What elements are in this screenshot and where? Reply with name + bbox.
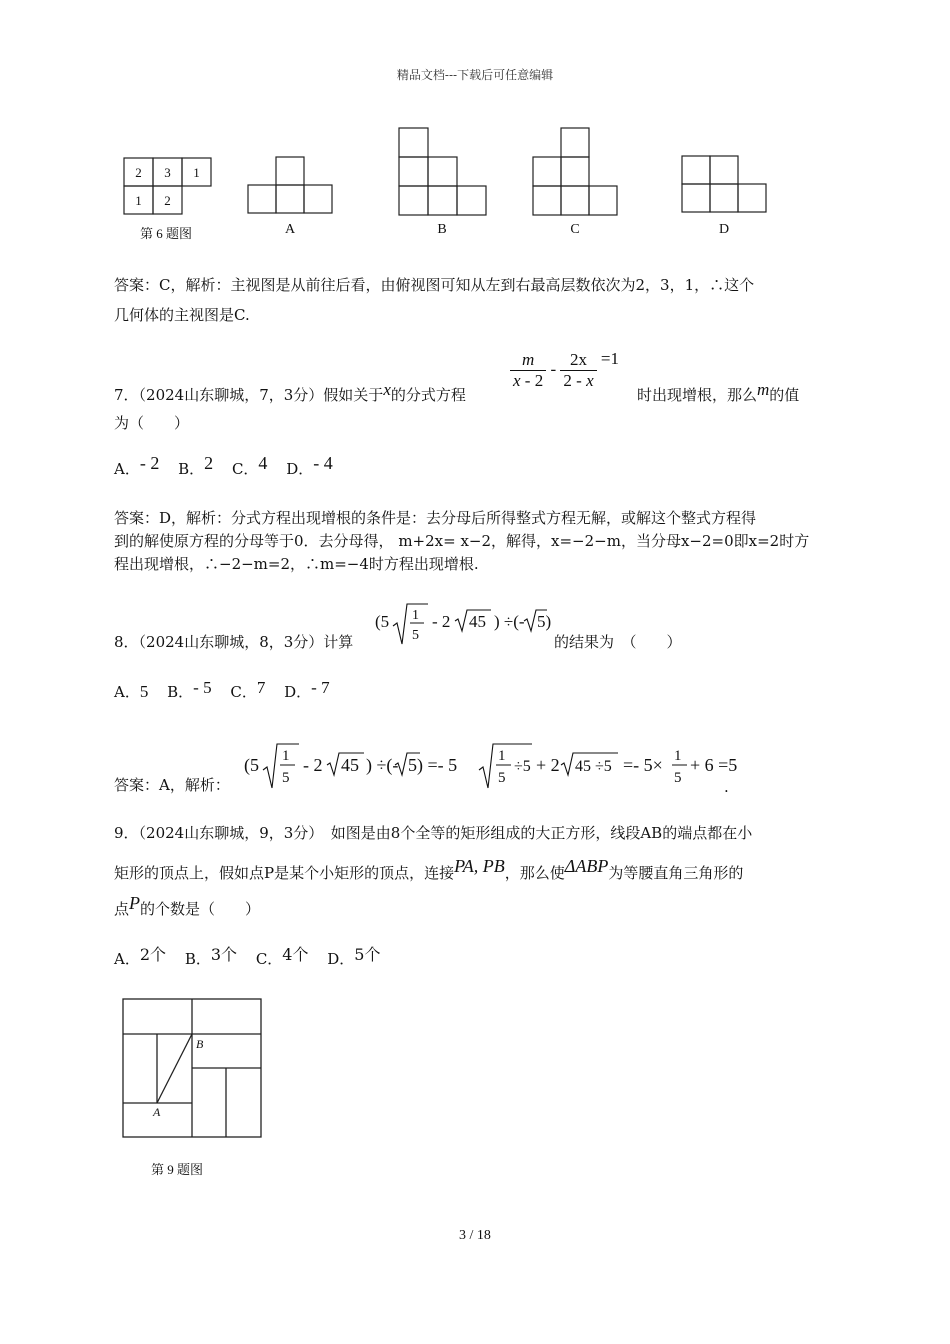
option-c-block xyxy=(561,157,589,186)
q7-equation: $\frac{m}{x - 2}$ - $\frac{2x}{2 - x}$ =1 xyxy=(510,350,619,391)
svg-text:45: 45 xyxy=(469,612,486,631)
point-a-label: A xyxy=(153,1105,161,1119)
svg-text:5: 5 xyxy=(498,770,506,786)
grid-number: 3 xyxy=(164,165,171,180)
svg-text:5): 5) xyxy=(537,612,552,631)
point-b-label: B xyxy=(196,1037,204,1051)
var-m: m xyxy=(757,380,770,399)
figure-6-caption: 第 6 题图 xyxy=(139,226,193,241)
option-b-block xyxy=(428,157,457,186)
q6-answer-line-2: 几何体的主视图是C. xyxy=(114,306,250,324)
option-c-block xyxy=(561,186,589,215)
var-x: x xyxy=(383,380,391,399)
q7-stem-end: 时出现增根，那么m的值 xyxy=(637,380,800,404)
option-d-block xyxy=(682,156,710,184)
q8-answer-prefix: 答案：A，解析： xyxy=(114,776,230,794)
svg-text:) ÷(-: ) ÷(- xyxy=(494,612,525,631)
grid-number: 2 xyxy=(135,165,142,180)
page-number: 3 / 18 xyxy=(459,1228,491,1243)
option-c-block xyxy=(589,186,617,215)
svg-text:(5√(1/5) - 2√45) ÷(- √5) =- 5√: (5√(1/5) - 2√45) ÷(- √5) =- 5√(1/5 ÷5) + 2√(45 ÷5) =- 5×1/5 + 6 =5 xyxy=(242,738,270,739)
svg-text:- 2: - 2 xyxy=(432,612,451,631)
q7-answer-line-2: 到的解使原方程的分母等于0．去分母得， m+2x= x−2，解得，x=−2−m，当分母x−2=0即x=2时方 xyxy=(114,532,810,550)
svg-text:1: 1 xyxy=(498,748,506,764)
svg-text:45 ÷5: 45 ÷5 xyxy=(575,758,612,775)
svg-text:+ 2: + 2 xyxy=(536,755,560,775)
figure-9-caption: 第 9 题图 xyxy=(151,1162,204,1177)
q7-stem-line-2: 为（ ） xyxy=(114,414,190,432)
figure-9 xyxy=(118,994,268,1184)
svg-text:+ 6 =5: + 6 =5 xyxy=(690,755,738,775)
q8-answer-expression-end xyxy=(690,752,750,792)
q9-stem-line-3: 点P的个数是（ ） xyxy=(114,893,261,918)
option-d-block xyxy=(710,184,738,212)
q7-options: A．- 2 B．2 C．4 D．- 4 xyxy=(114,453,333,478)
svg-text:- 2: - 2 xyxy=(303,755,323,775)
q8-stem-end: 的结果为 （ ） xyxy=(554,633,682,651)
svg-text:1: 1 xyxy=(674,748,682,764)
svg-text:1: 1 xyxy=(282,748,290,764)
q9-stem-line-1: 9．（2024山东聊城，9，3分） 如图是由8个全等的矩形组成的大正方形，线段AB的端点都在小 xyxy=(114,824,753,842)
grid-number: 1 xyxy=(193,165,200,180)
grid-number: 2 xyxy=(164,193,171,208)
q7-answer-line-3: 程出现增根，∴−2−m=2，∴m=−4时方程出现增根. xyxy=(114,555,479,573)
option-label-c: C xyxy=(570,222,580,237)
option-d-block xyxy=(682,184,710,212)
option-d-block xyxy=(710,156,738,184)
option-c-block xyxy=(561,128,589,157)
svg-text:5: 5 xyxy=(412,628,419,643)
option-a-block xyxy=(248,185,276,213)
option-c-block xyxy=(533,157,561,186)
q8-expression xyxy=(373,600,553,650)
q7-stem: 7．（2024山东聊城，7，3分）假如关于x的分式方程 xyxy=(114,380,466,404)
svg-text:5) =- 5: 5) =- 5 xyxy=(408,755,458,775)
svg-text:45: 45 xyxy=(341,755,359,775)
option-a-block xyxy=(276,157,304,185)
q8-options: A．5 B．- 5 C．7 D．- 7 xyxy=(114,678,330,701)
option-b-block xyxy=(399,186,428,215)
option-c-block xyxy=(533,186,561,215)
option-b-block xyxy=(457,186,486,215)
svg-text:(5: (5 xyxy=(375,612,390,631)
option-b-block xyxy=(428,186,457,215)
figure-6 xyxy=(118,120,778,250)
page-header: 精品文档---下载后可任意编辑 xyxy=(396,68,554,82)
option-a-block xyxy=(304,185,332,213)
svg-text:(5: (5 xyxy=(244,755,259,775)
svg-text:(5√(1/5) - 2√45) ÷(- √5): (5√(1/5) - 2√45) ÷(- √5) xyxy=(373,600,383,601)
option-b-block xyxy=(399,128,428,157)
svg-text:5: 5 xyxy=(282,770,290,786)
option-label-d: D xyxy=(718,222,730,237)
option-a-block xyxy=(276,185,304,213)
option-d-block xyxy=(738,184,766,212)
q9-stem-line-2: 矩形的顶点上，假如点P是某个小矩形的顶点，连接PA, PB，那么使ΔABP为等腰直角三角形的 xyxy=(114,856,744,882)
option-b-block xyxy=(399,157,428,186)
segment-ab xyxy=(157,1034,192,1103)
svg-text:) ÷(-: ) ÷(- xyxy=(366,755,399,775)
q8-answer-expression xyxy=(242,738,722,794)
svg-text:÷5: ÷5 xyxy=(514,758,531,775)
q8-stem: 8．（2024山东聊城，8，3分）计算 xyxy=(114,633,354,651)
svg-text:5: 5 xyxy=(674,770,682,786)
q9-options: A．2个 B．3个 C．4个 D．5个 xyxy=(114,945,381,968)
option-label-b: B xyxy=(437,222,447,237)
q6-answer-line-1: 答案：C，解析：主视图是从前往后看，由俯视图可知从左到右最高层数依次为2，3，1，∴这个 xyxy=(114,276,755,294)
svg-text:=- 5×: =- 5× xyxy=(623,755,663,775)
q7-answer-line-1: 答案：D，解析：分式方程出现增根的条件是：去分母后所得整式方程无解，或解这个整式方程得 xyxy=(114,509,757,527)
q8-answer-period: . xyxy=(724,778,729,796)
option-label-a: A xyxy=(284,222,296,237)
svg-text:1: 1 xyxy=(412,608,419,623)
grid-number: 1 xyxy=(135,193,142,208)
